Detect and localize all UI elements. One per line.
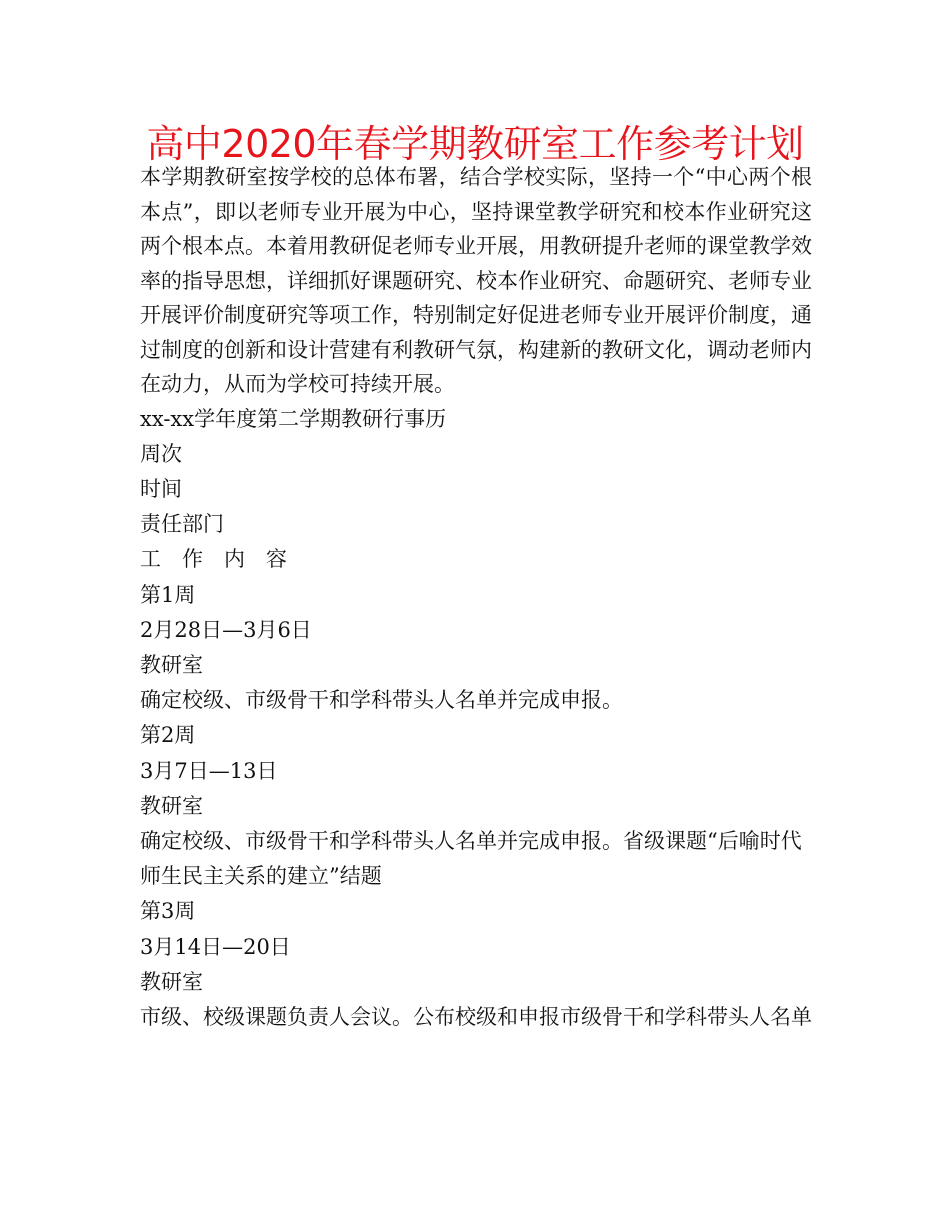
row-3-content: 市级、校级课题负责人会议。公布校级和申报市级骨干和学科带头人名单 <box>140 1004 812 1029</box>
intro-paragraph: 本学期教研室按学校的总体布署，结合学校实际，坚持一个“中心两个根本点”，即以老师专业开展为中心，坚持课堂教学研究和校本作业研究这两个根本点。本着用教研促老师专业开展，用教研提升老师的课堂教学效率的指导思想，详细抓好课题研究、校本作业研究、命题研究、老师专业开展评价制度研究等项工作，特别制定好促进老师专业开展评价制度，通过制度的创新和设计营建有利教研气氛，构建新的教研文化，调动老师内在动力，从而为学校可持续开展。 <box>140 165 812 396</box>
row-1-time: 2月28日—3月6日 <box>140 617 312 642</box>
row-3-dept: 教研室 <box>140 969 203 994</box>
column-header-time: 时间 <box>140 476 182 501</box>
column-header-dept: 责任部门 <box>140 512 224 537</box>
column-header-week: 周次 <box>140 441 182 466</box>
row-2-content: 确定校级、市级骨干和学科带头人名单并完成申报。省级课题“后喻时代师生民主关系的建立”结题 <box>140 828 802 889</box>
document-body <box>140 160 812 1035</box>
column-header-content: 工 作 内 容 <box>140 547 287 572</box>
calendar-title: xx-xx学年度第二学期教研行事历 <box>140 406 447 431</box>
row-1-content: 确定校级、市级骨干和学科带头人名单并完成申报。 <box>140 688 623 713</box>
row-1-week: 第1周 <box>140 582 196 607</box>
row-1-dept: 教研室 <box>140 652 203 677</box>
row-3-week: 第3周 <box>140 899 196 924</box>
document-title: 高中2020年春学期教研室工作参考计划 <box>146 122 804 166</box>
row-2-time: 3月7日—13日 <box>140 758 278 783</box>
row-2-dept: 教研室 <box>140 793 203 818</box>
row-2-week: 第2周 <box>140 723 196 748</box>
row-3-time: 3月14日—20日 <box>140 934 291 959</box>
